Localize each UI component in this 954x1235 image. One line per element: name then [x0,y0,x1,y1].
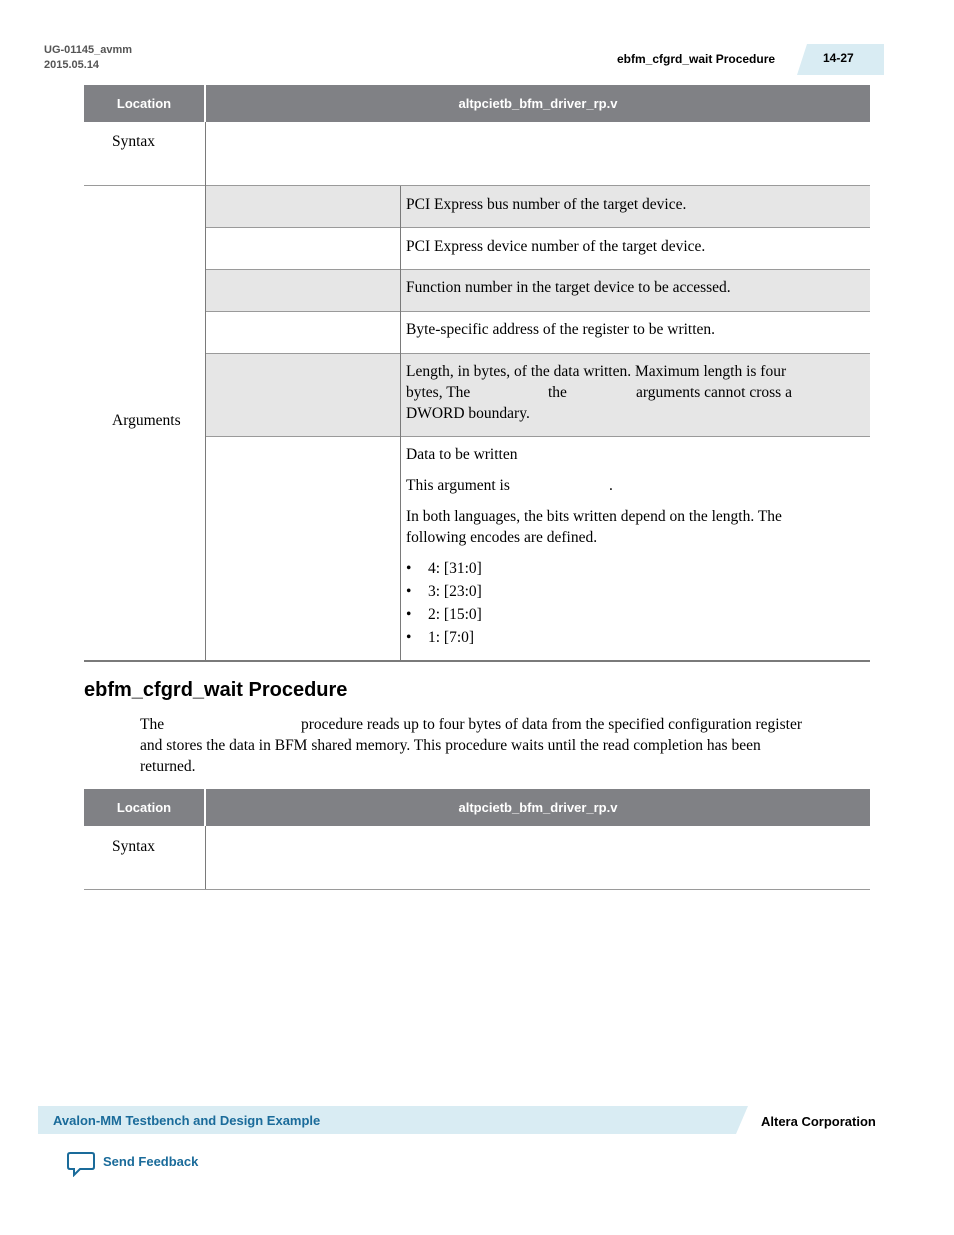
row-divider [206,311,870,312]
row-divider [206,353,870,354]
list-item-text: 3: [23:0] [428,583,482,600]
doc-id-text: UG-01145_avmm [44,44,133,56]
table2-bottom-rule [84,889,870,890]
running-head: ebfm_cfgrd_wait Procedure [617,52,776,66]
data-bits-line2: following encodes are defined. [406,529,598,546]
table1-arguments-label: Arguments [112,412,181,429]
table1-header [84,85,870,122]
arg-address-description: Byte-specific address of the register to be written. [406,321,716,338]
table2-syntax-label: Syntax [112,838,156,855]
arg-length-line2-b: the [548,384,567,401]
page-number: 14-27 [823,51,854,65]
arg-length-line1: Length, in bytes, of the data written. Maximum length is four [406,363,787,380]
table2-col-location: Location [116,800,172,815]
list-item-text: 2: [15:0] [428,606,482,623]
para-the: The [140,716,165,733]
data-argument-note: This argument is [406,477,510,494]
send-feedback-link[interactable]: Send Feedback [103,1154,199,1169]
table2-header [84,789,870,826]
footer-title: Avalon-MM Testbench and Design Example [53,1113,321,1128]
para-line3: returned. [140,758,196,775]
section-title: ebfm_cfgrd_wait Procedure [84,679,348,701]
arg-bus-description: PCI Express bus number of the target device. [406,196,687,213]
arg-fnc-description: Function number in the target device to be accessed. [406,279,731,296]
data-argument-note-end: . [609,477,613,494]
data-description: Data to be written [406,446,518,463]
column-divider [205,826,206,889]
arg-length-line3: DWORD boundary. [406,405,530,422]
para-line1: procedure reads up to four bytes of data from the specified configuration register [301,716,802,733]
list-item-text: 4: [31:0] [428,560,482,577]
footer-corporation: Altera Corporation [761,1114,876,1129]
document-id [44,43,132,73]
row-divider [206,269,870,270]
list-item-text: 1: [7:0] [428,629,475,646]
column-divider [205,122,206,661]
para-line2: and stores the data in BFM shared memory. This procedure waits until the read completion has been [140,737,761,754]
arg-dev-description: PCI Express device number of the target device. [406,238,706,255]
row-divider [206,436,870,437]
arg-length-line2-a: bytes, The [406,384,471,401]
doc-date-text: 2015.05.14 [44,59,100,71]
table1-col-location: Location [116,96,172,111]
feedback-icon[interactable] [66,1151,96,1182]
row-divider [206,227,870,228]
arg-length-line2-c: arguments cannot cross a [636,384,792,401]
table1-bottom-rule [84,660,870,662]
table1-syntax-label: Syntax [112,133,156,150]
column-divider [400,186,401,661]
table2-col-file: altpcietb_bfm_driver_rp.v [458,800,618,815]
data-bits-line1: In both languages, the bits written depend on the length. The [406,508,782,525]
table1-col-file: altpcietb_bfm_driver_rp.v [458,96,618,111]
section-paragraph [140,714,870,777]
